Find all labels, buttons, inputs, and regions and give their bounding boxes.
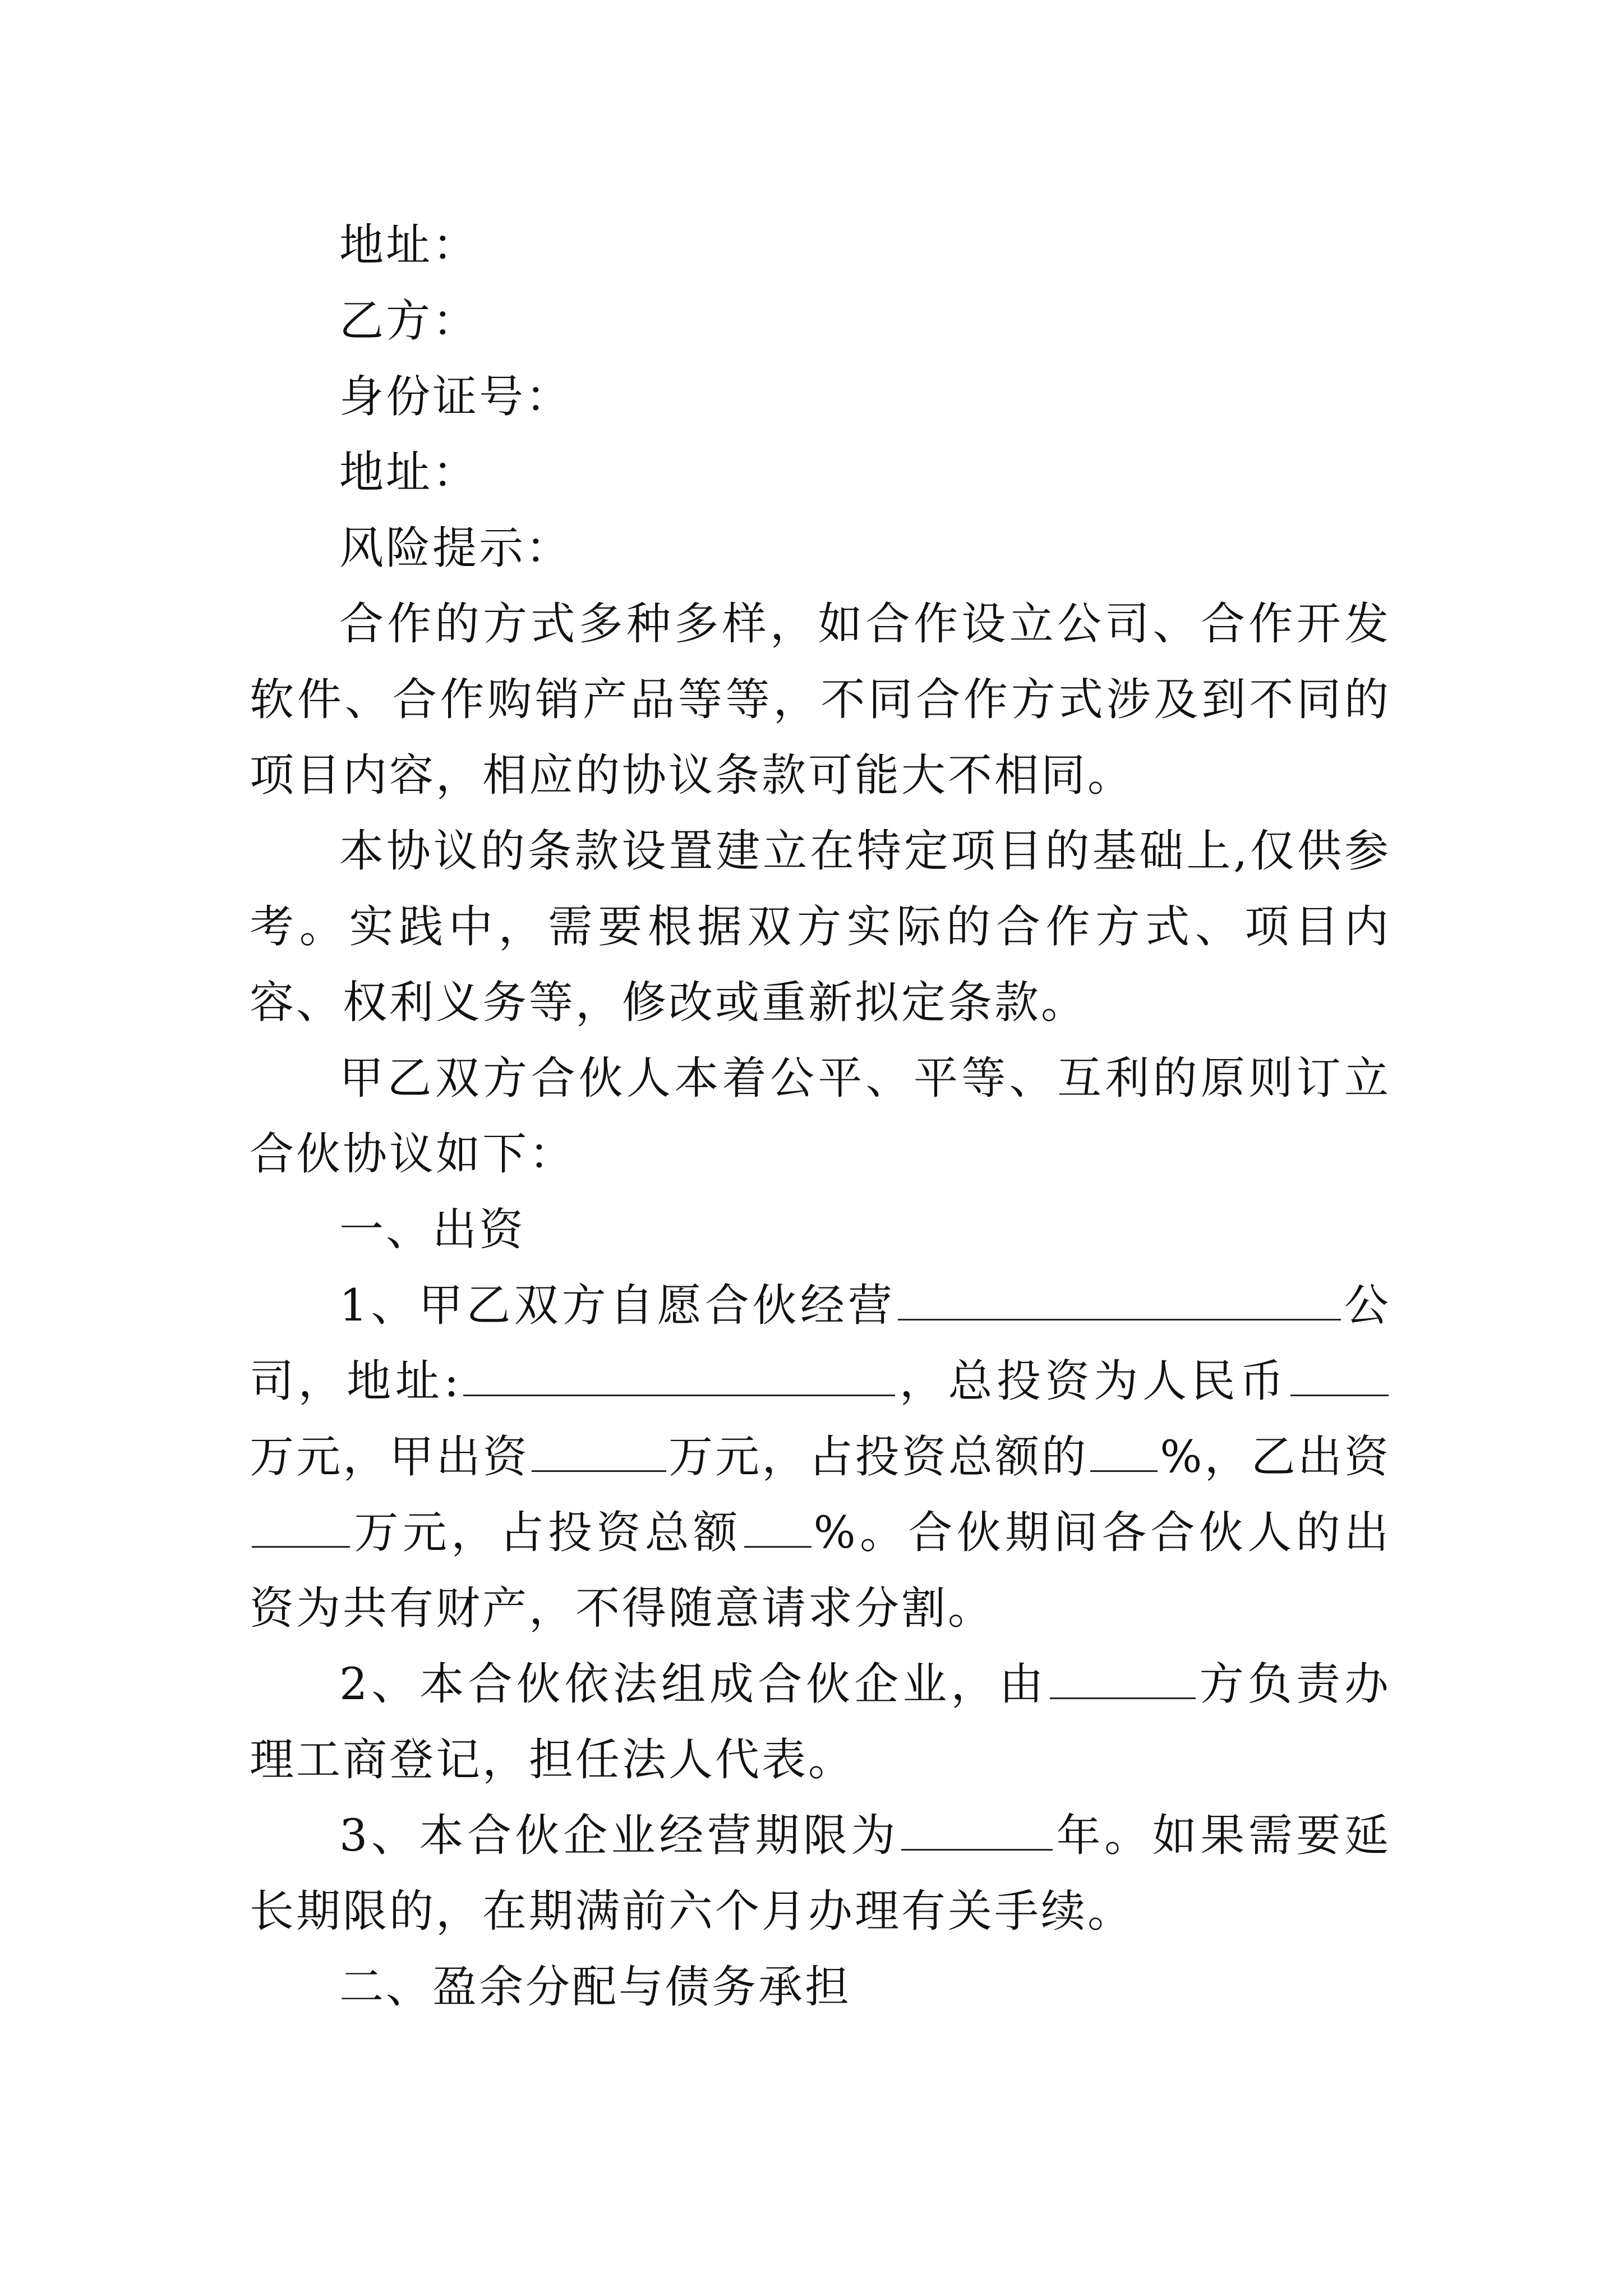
party-b-line: 乙方： <box>339 295 479 347</box>
address-line-a: 地址： <box>339 219 479 271</box>
clause-3-text-2: 年。如果需要延长期限的，在期满前六个月办理有关手续。 <box>250 1810 1391 1937</box>
registering-party-blank[interactable] <box>1050 1653 1196 1699</box>
clause-2-text-2: 方负责办理工商登记，担任法人代表。 <box>250 1658 1391 1786</box>
intro-paragraph: 甲乙双方合伙人本着公平、平等、互利的原则订立合伙协议如下： <box>250 1052 1391 1180</box>
company-name-blank[interactable] <box>898 1274 1341 1320</box>
clause-1-paragraph <box>250 1268 1391 1646</box>
id-number-line: 身份证号： <box>339 371 572 422</box>
party-a-percent-blank[interactable] <box>1090 1426 1158 1472</box>
section-2-title: 二、盈余分配与债务承担 <box>339 1961 851 2013</box>
clause-3-paragraph <box>250 1798 1391 1949</box>
clause-1-text-1: 1、甲乙双方自愿合伙经营 <box>339 1280 896 1331</box>
clause-1-text-3: ，总投资为人民币 <box>897 1355 1289 1407</box>
total-investment-blank[interactable] <box>1290 1350 1389 1396</box>
clause-1-text-7: 万元，占投资总额 <box>352 1507 742 1558</box>
address-line-b: 地址： <box>339 447 479 498</box>
section-1-title: 一、出资 <box>339 1204 525 1255</box>
clause-1-text-5: 万元，占投资总额的 <box>668 1431 1089 1483</box>
clause-1-text-2: 公司，地址: <box>250 1280 1391 1407</box>
clause-2-text-1: 2、本合伙依法组成合伙企业，由 <box>339 1658 1048 1710</box>
party-b-investment-blank[interactable] <box>252 1502 350 1548</box>
risk-paragraph-2: 本协议的条款设置建立在特定项目的基础上,仅供参考。实践中，需要根据双方实际的合作方式、项目内容、权利义务等，修改或重新拟定条款。 <box>250 825 1391 1028</box>
risk-title: 风险提示： <box>339 522 572 574</box>
company-address-blank[interactable] <box>463 1350 895 1396</box>
term-years-blank[interactable] <box>901 1805 1053 1851</box>
clause-1-text-6: %，乙出资 <box>1160 1431 1391 1483</box>
risk-paragraph-1: 合作的方式多种多样，如合作设立公司、合作开发软件、合作购销产品等等，不同合作方式涉及到不同的项目内容，相应的协议条款可能大不相同。 <box>250 598 1391 801</box>
clause-1-text-8: %。合伙期间各合伙人的出资为共有财产，不得随意请求分割。 <box>250 1507 1391 1634</box>
document-body <box>250 208 1391 2025</box>
party-b-percent-blank[interactable] <box>744 1502 811 1548</box>
clause-2-paragraph <box>250 1646 1391 1798</box>
clause-1-text-4: 万元，甲出资 <box>250 1431 529 1483</box>
party-a-investment-blank[interactable] <box>532 1426 666 1472</box>
clause-3-text-1: 3、本合伙企业经营期限为 <box>339 1810 900 1861</box>
